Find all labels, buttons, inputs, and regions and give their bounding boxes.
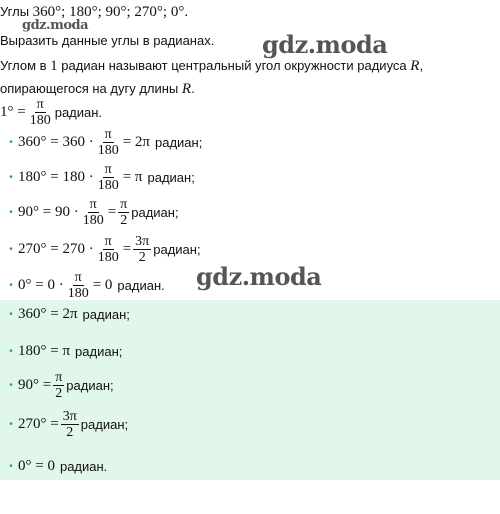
answer-row: • 360° = 2π радиан; bbox=[4, 306, 130, 323]
bullet-icon: • bbox=[9, 380, 13, 391]
angles-prefix: Углы bbox=[0, 4, 33, 19]
watermark-middle: gdz.moda bbox=[196, 262, 322, 291]
bullet-icon: • bbox=[9, 207, 13, 218]
bullet-icon: • bbox=[9, 172, 13, 183]
answer-row: • 90° = $\frac{\pi}{2}$ радиан; bbox=[4, 370, 114, 401]
bullet-icon: • bbox=[9, 419, 13, 430]
fraction: $\frac{\pi}{180}$ bbox=[82, 197, 104, 228]
calc-row: • 180° = 180 · $\frac{\pi}{180}$ = π радиан; bbox=[4, 162, 195, 193]
calc-row: • 90° = 90 · $\frac{\pi}{180}$ = $\frac{\pi}{2}$ радиан; bbox=[4, 197, 179, 228]
fraction: $\frac{\pi}{180}$ bbox=[97, 127, 119, 158]
calc-row: • 360° = 360 · $\frac{\pi}{180}$ = 2π радиан; bbox=[4, 127, 202, 158]
bullet-icon: • bbox=[9, 309, 13, 320]
fraction: $\frac{\pi}{180}$ bbox=[97, 234, 119, 265]
calc-row: • 270° = 270 · $\frac{\pi}{180}$ = $\frac{3\pi}{2}$ радиан; bbox=[4, 234, 201, 265]
angles-values: 360°; 180°; 90°; 270°; 0°. bbox=[32, 4, 189, 20]
fraction: $\frac{3\pi}{2}$ bbox=[62, 409, 77, 440]
answer-row: • 270° = $\frac{3\pi}{2}$ радиан; bbox=[4, 409, 128, 440]
bullet-icon: • bbox=[9, 461, 13, 472]
bullet-icon: • bbox=[9, 346, 13, 357]
one-degree-formula: 1° = $\frac{\pi}{180}$ радиан. bbox=[0, 97, 103, 128]
calc-row: • 0° = 0 · $\frac{\pi}{180}$ = 0 радиан. bbox=[4, 270, 165, 301]
watermark-top: gdz.moda bbox=[262, 30, 388, 59]
answer-row: • 0° = 0 радиан. bbox=[4, 458, 107, 475]
definition-line-2: опирающегося на дугу длины R. bbox=[0, 81, 195, 97]
fraction: $\frac{\pi}{180}$ bbox=[97, 162, 119, 193]
definition-line-1: Углом в 1 радиан называют центральный угол окружности радиуса R, bbox=[0, 58, 424, 74]
bullet-icon: • bbox=[9, 244, 13, 255]
fraction: $\frac{\pi}{2}$ bbox=[55, 370, 63, 401]
fraction: $\frac{3\pi}{2}$ bbox=[135, 234, 150, 265]
fraction: $\frac{\pi}{180}$ bbox=[67, 270, 89, 301]
task-line: Выразить данные углы в радианах. bbox=[0, 33, 215, 48]
watermark-small: gdz.moda bbox=[22, 18, 89, 33]
fraction: $\frac{\pi}{180}$ bbox=[29, 97, 51, 128]
bullet-icon: • bbox=[9, 280, 13, 291]
fraction: $\frac{\pi}{2}$ bbox=[120, 197, 128, 228]
answer-row: • 180° = π радиан; bbox=[4, 343, 122, 360]
bullet-icon: • bbox=[9, 137, 13, 148]
